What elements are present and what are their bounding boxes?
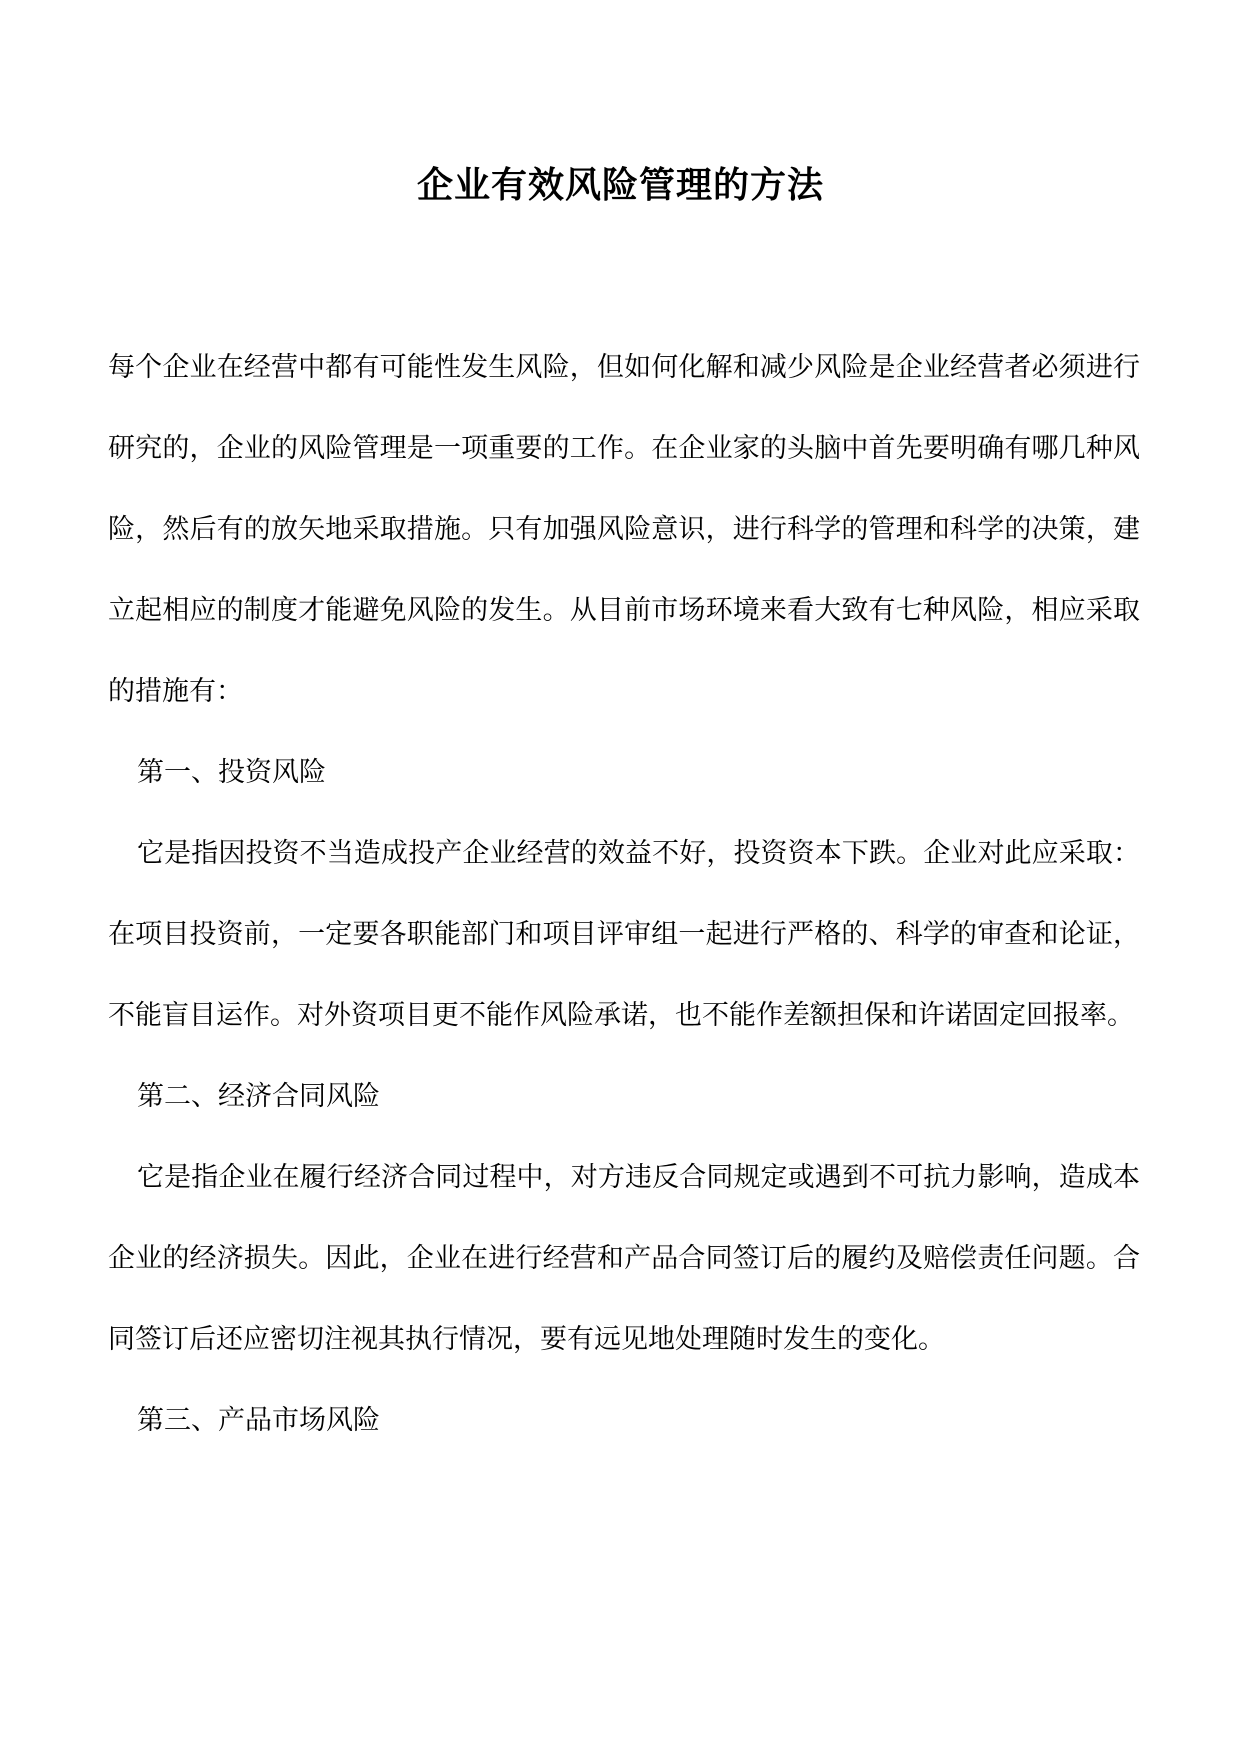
document-body <box>108 327 1140 1461</box>
document-title: 企业有效风险管理的方法 <box>416 164 824 206</box>
investment-risk-paragraph: 它是指因投资不当造成投产企业经营的效益不好，投资资本下跌。企业对此应采取：在项目投资前，一定要各职能部门和项目评审组一起进行严格的、科学的审查和论证，不能盲目运作。对外资项目更不能作风险承诺，也不能作差额担保和许诺固定回报率。 <box>108 838 1140 1031</box>
section-heading-investment-risk: 第一、投资风险 <box>137 757 326 788</box>
intro-paragraph: 每个企业在经营中都有可能性发生风险，但如何化解和减少风险是企业经营者必须进行研究的，企业的风险管理是一项重要的工作。在企业家的头脑中首先要明确有哪几种风险，然后有的放矢地采取措施。只有加强风险意识，进行科学的管理和科学的决策，建立起相应的制度才能避免风险的发生。从目前市场环境来看大致有七种风险，相应采取的措施有： <box>108 352 1140 707</box>
contract-risk-paragraph: 它是指企业在履行经济合同过程中，对方违反合同规定或遇到不可抗力影响，造成本企业的经济损失。因此，企业在进行经营和产品合同签订后的履约及赔偿责任问题。合同签订后还应密切注视其执行情况，要有远见地处理随时发生的变化。 <box>108 1162 1140 1355</box>
section-heading-contract-risk: 第二、经济合同风险 <box>137 1081 380 1112</box>
section-heading-market-risk: 第三、产品市场风险 <box>137 1405 380 1436</box>
